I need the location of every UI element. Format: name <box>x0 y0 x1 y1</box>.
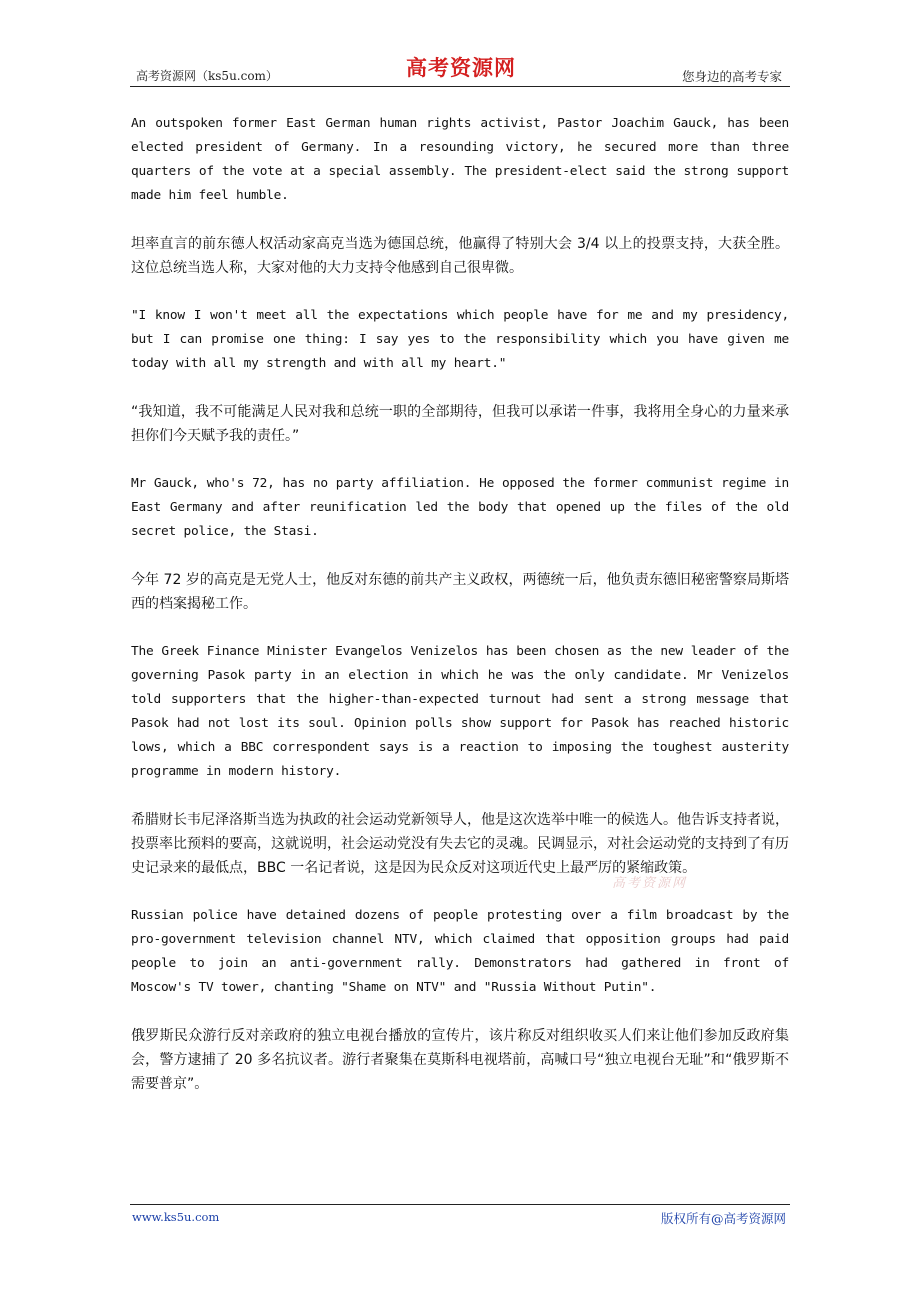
paragraph-zh-gauck-elected: 坦率直言的前东德人权活动家高克当选为德国总统，他赢得了特别大会 3/4 以上的投票支持，大获全胜。这位总统当选人称，大家对他的大力支持令他感到自己很卑微。 <box>131 236 789 276</box>
paragraph-zh-russia-ntv: 俄罗斯民众游行反对亲政府的独立电视台播放的宣传片，该片称反对组织收买人们来让他们参加反政府集会，警方逮捕了 20 多名抗议者。游行者聚集在莫斯科电视塔前，高喊口号“独立电视台无耻”和“俄罗斯不需要普京”。 <box>131 1028 789 1092</box>
watermark-logo: 高考资源网 <box>612 876 688 891</box>
paragraph-zh-gauck-quote: “我知道，我不可能满足人民对我和总统一职的全部期待，但我可以承诺一件事，我将用全身心的力量来承担你们今天赋予我的责任。” <box>131 404 789 444</box>
header-slogan: 您身边的高考专家 <box>681 69 782 84</box>
paragraph-en-gauck-elected: An outspoken former East German human rights activist, Pastor Joachim Gauck, has been elected president of Germany. In a resounding victory, he secured more than three quarters of the vote at a special assembly. The president-elect said the strong support made him feel humble. <box>131 116 789 203</box>
paragraph-zh-gauck-bio: 今年 72 岁的高克是无党人士，他反对东德的前共产主义政权，两德统一后，他负责东德旧秘密警察局斯塔西的档案揭秘工作。 <box>131 572 789 612</box>
paragraph-zh-venizelos: 希腊财长韦尼泽洛斯当选为执政的社会运动党新领导人，他是这次选举中唯一的候选人。他告诉支持者说，投票率比预料的要高，这就说明，社会运动党没有失去它的灵魂。民调显示，对社会运动党的支持到了有历史记录来的最低点，BBC 一名记者说，这是因为民众反对这项近代史上最严厉的紧缩政策。 <box>131 812 789 876</box>
page-header <box>130 50 790 87</box>
footer-website-link[interactable]: www.ks5u.com <box>132 1210 220 1224</box>
header-site-name: 高考资源网（ks5u.com） <box>136 69 278 83</box>
article-body <box>131 112 789 1120</box>
site-logo: 高考资源网 <box>406 55 516 80</box>
footer-copyright-link[interactable]: 版权所有@高考资源网 <box>660 1211 786 1226</box>
paragraph-en-russia-ntv: Russian police have detained dozens of people protesting over a film broadcast by the pro-government television channel NTV, which claimed that opposition groups had paid people to join an anti-government rally. Demonstrators had gathered in front of Moscow's TV tower, chanting "Shame on NTV" and "Russia Without Putin". <box>131 908 789 995</box>
paragraph-en-gauck-bio: Mr Gauck, who's 72, has no party affiliation. He opposed the former communist regime in East Germany and after reunification led the body that opened up the files of the old secret police, the Stasi. <box>131 476 789 539</box>
paragraph-en-gauck-quote: "I know I won't meet all the expectations which people have for me and my presidency, but I can promise one thing: I say yes to the responsibility which you have given me today with all my strength and with all my heart." <box>131 308 789 371</box>
page-footer <box>130 1204 790 1227</box>
paragraph-en-venizelos: The Greek Finance Minister Evangelos Venizelos has been chosen as the new leader of the governing Pasok party in an election in which he was the only candidate. Mr Venizelos told supporters that the higher-than-expected turnout had sent a strong message that Pasok had not lost its soul. Opinion polls show support for Pasok has reached historic lows, which a BBC correspondent says is a reaction to imposing the toughest austerity programme in modern history. <box>131 644 789 779</box>
